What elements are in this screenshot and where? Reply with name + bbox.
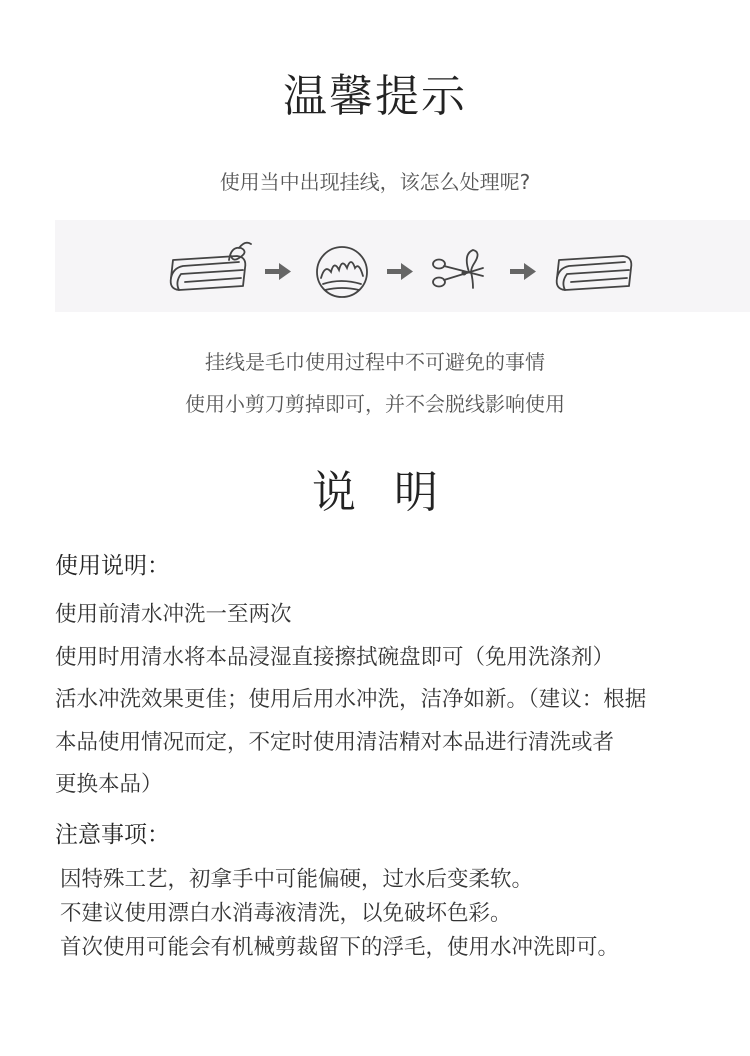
arrow-right-icon xyxy=(387,263,413,280)
arrow-right-icon xyxy=(510,263,536,280)
scissors-icon xyxy=(433,250,483,288)
tip-question: 使用当中出现挂线，该怎么处理呢? xyxy=(219,170,531,194)
usage-line: 本品使用情况而定，不定时使用清洁精对本品进行清洗或者 xyxy=(55,729,615,755)
towel-with-loop-icon xyxy=(171,243,251,290)
caution-line: 因特殊工艺，初拿手中可能偏硬，过水后变柔软。 xyxy=(60,867,534,892)
usage-section xyxy=(55,550,705,807)
steps-illustration xyxy=(55,220,750,312)
caution-heading: 注意事项： xyxy=(55,822,170,848)
caution-line: 首次使用可能会有机械剪裁留下的浮毛，使用水冲洗即可。 xyxy=(60,935,620,960)
explain-line-1: 挂线是毛巾使用过程中不可避免的事情 xyxy=(205,350,545,374)
usage-line: 更换本品） xyxy=(55,772,163,797)
caution-line: 不建议使用漂白水消毒液清洗，以免破坏色彩。 xyxy=(60,901,512,926)
usage-heading: 使用说明： xyxy=(55,553,170,579)
usage-line: 使用时用清水将本品浸湿直接擦拭碗盘即可（免用洗涤剂） xyxy=(55,644,615,670)
usage-line: 活水冲洗效果更佳；使用后用水冲洗，洁净如新。（建议：根据 xyxy=(55,687,647,712)
notes-title: 说明 xyxy=(312,467,476,518)
explain-line-2: 使用小剪刀剪掉即可，并不会脱线影响使用 xyxy=(185,392,565,416)
arrow-right-icon xyxy=(265,263,291,280)
caution-section xyxy=(55,819,705,965)
tip-title: 温馨提示 xyxy=(283,71,467,122)
usage-line: 使用前清水冲洗一至两次 xyxy=(55,602,292,627)
loop-closeup-icon xyxy=(317,247,367,297)
folded-towel-icon xyxy=(557,256,632,290)
